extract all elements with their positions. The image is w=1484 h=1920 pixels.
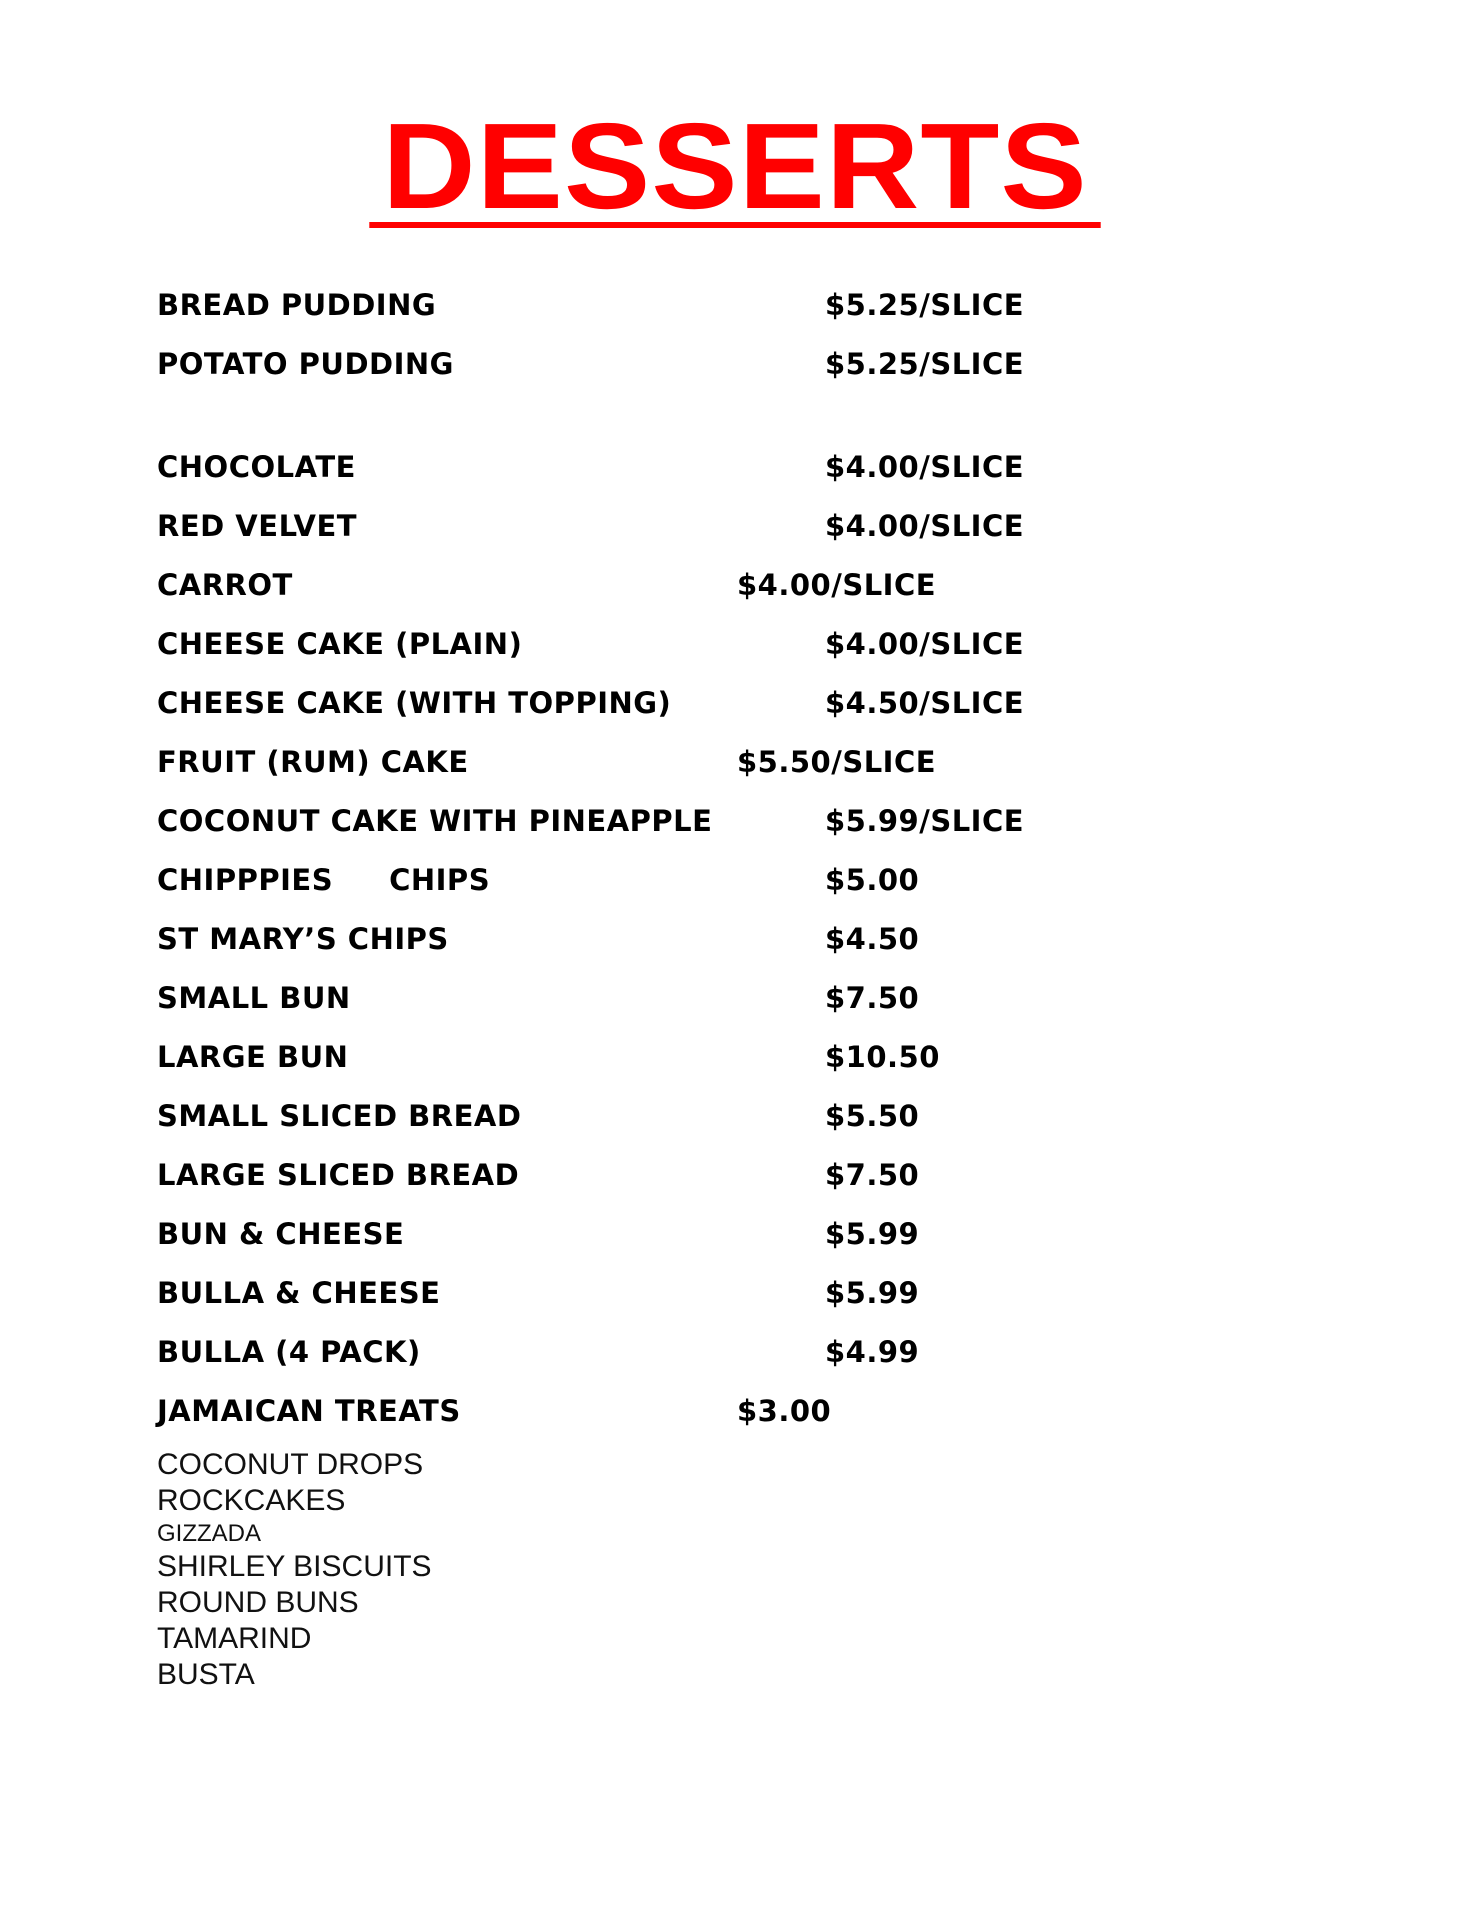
item-price: $5.25/SLICE xyxy=(825,288,1025,322)
item-name: CHEESE CAKE (WITH TOPPING) xyxy=(157,686,672,720)
item-price: $5.50 xyxy=(825,1099,920,1133)
menu-item-jamaican-treats xyxy=(157,1391,1057,1431)
menu-item-cheese-cake-plain xyxy=(157,624,1057,664)
item-price: $7.50 xyxy=(825,981,920,1015)
menu-item-large-sliced-bread xyxy=(157,1155,1057,1195)
item-name: CHOCOLATE xyxy=(157,450,356,484)
item-price: $10.50 xyxy=(825,1040,940,1074)
menu-item-cheese-cake-topping xyxy=(157,683,1057,723)
item-name: BREAD PUDDING xyxy=(157,288,437,322)
item-name xyxy=(157,860,490,900)
list-item: COCONUT DROPS xyxy=(157,1448,424,1481)
page-title: DESSERTS xyxy=(369,110,1100,228)
menu-item-chipppies-chips xyxy=(157,860,1057,900)
item-name-part: CHIPS xyxy=(389,863,491,897)
menu-item-red-velvet xyxy=(157,506,1057,546)
item-name: ST MARY’S CHIPS xyxy=(157,922,449,956)
item-name: SMALL BUN xyxy=(157,981,351,1015)
item-name: CHEESE CAKE (PLAIN) xyxy=(157,627,523,661)
list-item: GIZZADA xyxy=(157,1520,262,1547)
item-price: $4.00/SLICE xyxy=(825,509,1025,543)
menu-item-small-bun xyxy=(157,978,1057,1018)
item-price: $4.00/SLICE xyxy=(825,450,1025,484)
item-name: BUN & CHEESE xyxy=(157,1217,405,1251)
item-name: COCONUT CAKE WITH PINEAPPLE xyxy=(157,804,713,838)
item-price: $5.99 xyxy=(825,1217,920,1251)
menu-item-carrot xyxy=(157,565,1057,605)
menu-item-large-bun xyxy=(157,1037,1057,1077)
menu-item-coconut-cake xyxy=(157,801,1057,841)
item-price: $5.99 xyxy=(825,1276,920,1310)
jamaican-treats-list xyxy=(157,1447,757,1693)
list-item: ROUND BUNS xyxy=(157,1586,359,1619)
item-price: $4.99 xyxy=(825,1335,920,1369)
item-name: BULLA & CHEESE xyxy=(157,1276,441,1310)
item-name-part: CHIPPPIES xyxy=(157,863,334,897)
item-price: $5.99/SLICE xyxy=(825,804,1025,838)
item-price: $4.00/SLICE xyxy=(737,568,937,602)
item-price: $4.50/SLICE xyxy=(825,686,1025,720)
item-name: SMALL SLICED BREAD xyxy=(157,1099,522,1133)
list-item: TAMARIND xyxy=(157,1622,312,1655)
menu-item-chocolate xyxy=(157,447,1057,487)
item-name: RED VELVET xyxy=(157,509,358,543)
menu-item-bun-cheese xyxy=(157,1214,1057,1254)
item-price: $5.25/SLICE xyxy=(825,347,1025,381)
item-name: LARGE SLICED BREAD xyxy=(157,1158,520,1192)
menu-item-st-marys-chips xyxy=(157,919,1057,959)
item-name: BULLA (4 PACK) xyxy=(157,1335,421,1369)
item-name: LARGE BUN xyxy=(157,1040,349,1074)
list-item: SHIRLEY BISCUITS xyxy=(157,1550,432,1583)
item-price: $5.50/SLICE xyxy=(737,745,937,779)
item-price: $5.00 xyxy=(825,863,920,897)
list-item: ROCKCAKES xyxy=(157,1484,346,1517)
menu-item-small-sliced-bread xyxy=(157,1096,1057,1136)
item-name: JAMAICAN TREATS xyxy=(157,1394,461,1428)
menu-item-potato-pudding xyxy=(157,344,1057,384)
item-price: $4.00/SLICE xyxy=(825,627,1025,661)
menu-item-bulla-cheese xyxy=(157,1273,1057,1313)
item-name: FRUIT (RUM) CAKE xyxy=(157,745,469,779)
item-name: POTATO PUDDING xyxy=(157,347,454,381)
menu-item-bulla-4-pack xyxy=(157,1332,1057,1372)
menu-item-bread-pudding xyxy=(157,285,1057,325)
menu-item-fruit-rum-cake xyxy=(157,742,1057,782)
list-item: BUSTA xyxy=(157,1658,255,1691)
item-price: $7.50 xyxy=(825,1158,920,1192)
item-price: $3.00 xyxy=(737,1394,832,1428)
item-name: CARROT xyxy=(157,568,293,602)
item-price: $4.50 xyxy=(825,922,920,956)
